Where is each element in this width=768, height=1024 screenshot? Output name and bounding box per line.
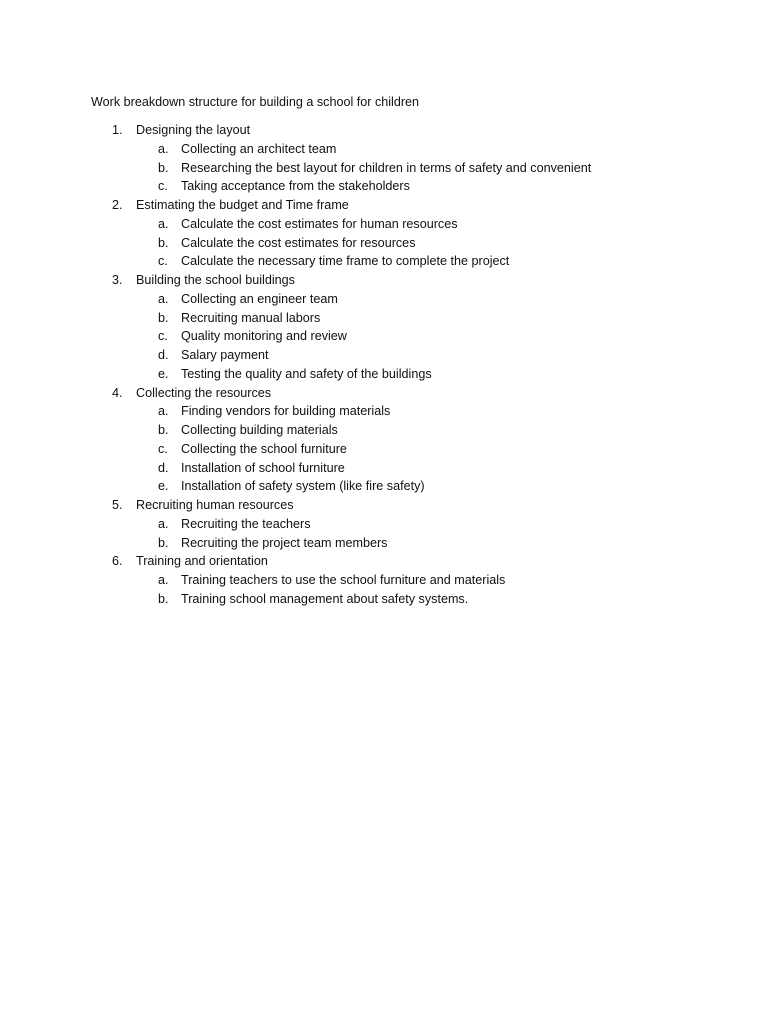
item-number: 3. [112, 273, 123, 287]
subitem-label: Quality monitoring and review [181, 329, 347, 344]
subitem-label: Researching the best layout for children in terms of safety and convenient [181, 160, 592, 175]
subitem-label: Recruiting the teachers [181, 516, 311, 531]
subitem-letter: a. [158, 141, 169, 156]
subitem-letter: e. [158, 479, 169, 494]
subitem-letter: a. [158, 291, 169, 306]
item-number: 2. [112, 198, 123, 212]
item-label: Estimating the budget and Time frame [136, 198, 349, 212]
subitem-label: Training teachers to use the school furniture and materials [181, 573, 506, 587]
subitem-label: Calculate the cost estimates for resources [181, 235, 416, 250]
subitem-label: Finding vendors for building materials [181, 404, 391, 419]
subitem-label: Recruiting manual labors [181, 310, 321, 325]
subitem-letter: c. [158, 441, 168, 456]
subitem-label: Salary payment [181, 348, 269, 362]
item-number: 5. [112, 498, 123, 512]
item-label: Designing the layout [136, 123, 251, 137]
subitem-letter: b. [158, 160, 169, 175]
subitem-label: Calculate the necessary time frame to complete the project [181, 254, 510, 269]
subitem-label: Collecting an engineer team [181, 291, 338, 306]
subitem-label: Installation of school furniture [181, 460, 345, 475]
subitem-label: Recruiting the project team members [181, 535, 388, 550]
subitem-letter: c. [158, 254, 168, 269]
subitem-letter: d. [158, 348, 169, 362]
subitem-label: Calculate the cost estimates for human resources [181, 216, 458, 231]
item-number: 4. [112, 385, 123, 400]
item-label: Collecting the resources [136, 385, 272, 400]
subitem-label: Collecting an architect team [181, 141, 337, 156]
subitem-letter: b. [158, 310, 169, 325]
subitem-letter: b. [158, 591, 169, 606]
subitem-label: Collecting the school furniture [181, 441, 347, 456]
subitem-label: Taking acceptance from the stakeholders [181, 179, 410, 194]
item-label: Training and orientation [136, 554, 268, 569]
subitem-letter: c. [158, 329, 168, 344]
subitem-letter: a. [158, 216, 169, 231]
subitem-letter: a. [158, 573, 169, 587]
item-number: 6. [112, 554, 123, 569]
subitem-label: Collecting building materials [181, 423, 338, 437]
subitem-label: Installation of safety system (like fire safety) [181, 479, 425, 494]
subitem-letter: a. [158, 516, 169, 531]
item-label: Recruiting human resources [136, 498, 294, 512]
item-number: 1. [112, 123, 123, 137]
item-label: Building the school buildings [136, 273, 295, 287]
subitem-letter: b. [158, 423, 169, 437]
subitem-letter: a. [158, 404, 169, 419]
subitem-letter: b. [158, 535, 169, 550]
subitem-label: Training school management about safety systems. [181, 591, 469, 606]
subitem-letter: c. [158, 179, 168, 194]
document-title: Work breakdown structure for building a school for children [91, 95, 420, 109]
subitem-label: Testing the quality and safety of the buildings [181, 366, 432, 381]
subitem-letter: e. [158, 366, 169, 381]
subitem-letter: b. [158, 235, 169, 250]
subitem-letter: d. [158, 460, 169, 475]
